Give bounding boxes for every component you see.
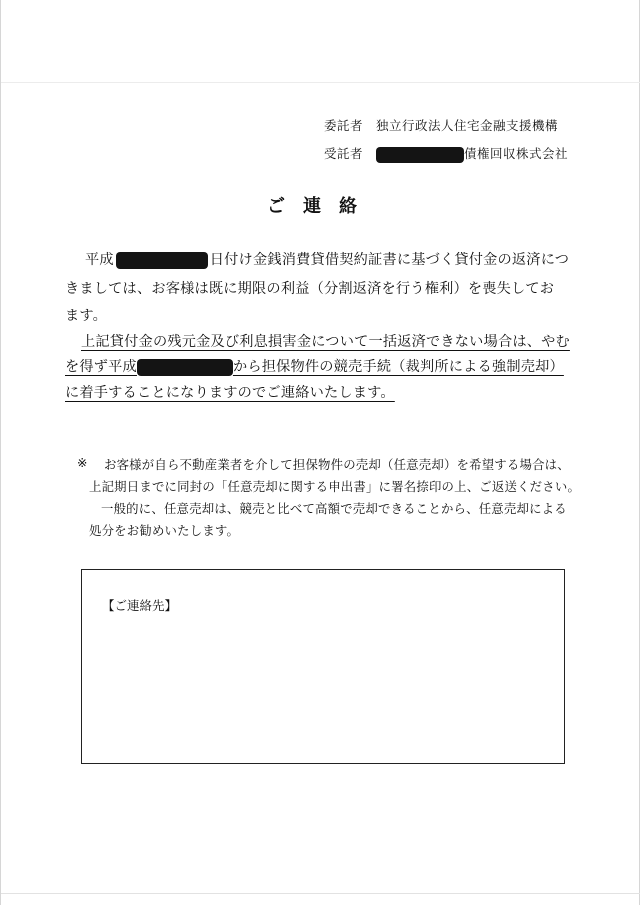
body-line-6: に着手することになりますのでご連絡いたします。 — [65, 385, 395, 401]
consignee-row — [324, 144, 568, 163]
note-line-2: 上記期日までに同封の「任意売却に関する申出書」に署名捺印の上、ご返送ください。 — [89, 479, 581, 494]
body-line-1-suffix: 日付け金銭消費貸借契約証書に基づく貸付金の返済につ — [209, 252, 570, 268]
body-line-5-prefix: を得ず平成 — [65, 359, 137, 375]
body-line-3: ます。 — [65, 308, 108, 324]
page-title: ご連絡 — [267, 196, 375, 217]
contact-box — [81, 569, 565, 764]
note-line-1: お客様が自ら不動産業者を介して担保物件の売却（任意売却）を希望する場合は、 — [104, 457, 570, 472]
body-line-1-prefix: 平成 — [85, 252, 114, 268]
contact-label: 【ご連絡先】 — [102, 598, 178, 613]
body-line-5 — [65, 356, 564, 376]
body-line-5-suffix: から担保物件の競売手続（裁判所による強制売却） — [232, 359, 564, 375]
redaction-block — [376, 147, 464, 163]
consignee-label: 受託者 — [324, 146, 364, 161]
consignor-name: 独立行政法人住宅金融支援機構 — [376, 118, 559, 133]
note-line-3: 一般的に、任意売却は、競売と比べて高額で売却できることから、任意売却による — [101, 501, 567, 516]
redaction-block — [137, 359, 233, 376]
page-bottom-edge — [1, 893, 640, 894]
body-line-4: 上記貸付金の残元金及び利息損害金について一括返済できない場合は、やむ — [81, 334, 570, 350]
note-line-4: 処分をお勧めいたします。 — [89, 523, 240, 538]
body-line-2: きましては、お客様は既に期限の利益（分割返済を行う権利）を喪失してお — [65, 281, 555, 297]
page-top-edge — [1, 82, 640, 83]
redaction-block — [116, 252, 208, 269]
consignor-row — [324, 116, 558, 134]
body-line-1 — [85, 249, 569, 269]
note-mark: ※ — [77, 455, 88, 470]
consignor-label: 委託者 — [324, 118, 364, 133]
consignee-name-suffix: 債権回収株式会社 — [464, 146, 569, 161]
